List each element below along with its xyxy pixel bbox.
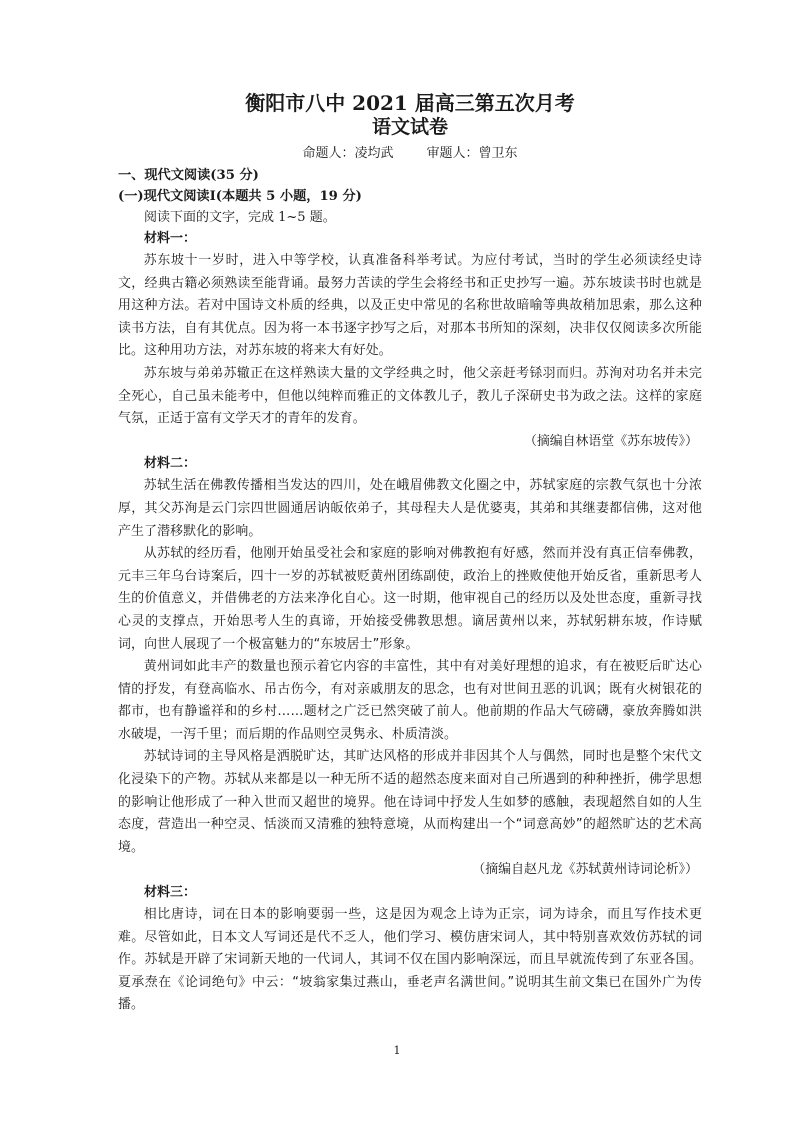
material-3-paragraph: 相比唐诗，词在日本的影响要弱一些，这是因为观念上诗为正宗，词为诗余，而且写作技术更难。尽管如此，日本文人写词还是代不乏人，他们学习、模仿唐宋词人，其中特别喜欢效仿苏轼的词作。苏轼是开辟了宋词新天地的一代词人，其词不仅在国内影响深远，而且早就流传到了东亚各国。夏承焘在《论词绝句》中云：“坡翁家集过燕山，垂老声名满世间。”说明其生前文集已在国外广为传播。: [118, 907, 702, 1013]
material-2-source: （摘编自赵凡龙《苏轼黄州诗词论析》）: [472, 862, 698, 878]
material-1-paragraph: 苏东坡十一岁时，进入中等学校，认真准备科举考试。为应付考试，当时的学生必须读经史诗文，经典古籍必须熟读至能背诵。最努力苦读的学生会将经书和正史抄写一遍。苏东坡读书时也就是用这种方法。若对中国诗文朴质的经典，以及正史中常见的名称世故暗喻等典故稍加思索，那么这种读书方法，自有其优点。因为将一本书逐字抄写之后，对那本书所知的深刻，决非仅仅阅读多次所能比。这种用功方法，对苏东坡的将来大有好处。: [118, 253, 702, 359]
material-3-label: 材料三：: [144, 885, 197, 901]
material-2-label: 材料二：: [144, 456, 197, 472]
page-number: 1: [393, 1044, 401, 1057]
material-1-label: 材料一：: [144, 231, 197, 246]
material-2-paragraph: 从苏轼的经历看，他刚开始虽受社会和家庭的影响对佛教抱有好感，然而并没有真正信奉佛教，元丰三年乌台诗案后，四十一岁的苏轼被贬黄州团练副使，政治上的挫败使他开始反省，重新思考人生的价值意义，并借佛老的方法来净化自心。这一时期，他审视自己的经历以及处世态度，重新寻找心灵的支撑点，开始思考人生的真谛，开始接受佛教思想。谪居黄州以来，苏轼躬耕东坡，作诗赋词，向世人展现了一个极富魅力的“东坡居士”形象。: [118, 546, 702, 652]
material-1-paragraph: 苏东坡与弟弟苏辙正在这样熟读大量的文学经典之时，他父亲赶考铩羽而归。苏洵对功名并未完全死心，自己虽未能考中，但他以纯粹而雅正的文体教儿子，教儿子深研史书为政之法。这样的家庭气氛，正适于富有文学天才的青年的发育。: [118, 365, 702, 427]
part-heading: (一)现代文阅读Ⅰ(本题共 5 小题，19 分): [118, 189, 362, 204]
exam-subtitle: 语文试卷: [371, 116, 448, 138]
exam-title: 衡阳市八中 2021 届高三第五次月考: [245, 91, 575, 115]
material-2-paragraph: 苏轼诗词的主导风格是洒脱旷达，其旷达风格的形成并非因其个人与偶然，同时也是整个宋代文化浸染下的产物。苏轼从来都是以一种无所不适的超然态度来面对自己所遇到的种种挫折，佛学思想的影响让他形成了一种入世而又超世的境界。他在诗词中抒发人生如梦的感触，表现超然自如的人生态度，营造出一种空灵、恬淡而又清雅的独特意境，从而构建出一个“词意高妙”的超然旷达的艺术高境。: [118, 749, 702, 855]
section-heading: 一、现代文阅读(35 分): [118, 168, 259, 183]
reading-instruction: 阅读下面的文字，完成 1~5 题。: [144, 210, 336, 225]
exam-setters: 命题人：凌均武 审题人：曾卫东: [302, 146, 518, 161]
material-1-source: （摘编自林语堂《苏东坡传》）: [523, 433, 698, 449]
material-2-paragraph: 苏轼生活在佛教传播相当发达的四川，处在峨眉佛教文化圈之中，苏轼家庭的宗教气氛也十分浓厚，其父苏洵是云门宗四世圆通居讷皈依弟子，其母程夫人是优婆夷，其弟和其继妻都信佛，这对他产生了潜移默化的影响。: [118, 478, 702, 539]
material-2-paragraph: 黄州词如此丰产的数量也预示着它内容的丰富性，其中有对美好理想的追求，有在被贬后旷达心情的抒发，有登高临水、吊古伤今，有对亲戚朋友的思念，也有对世间丑恶的讥讽；既有火树银花的都市，也有静谧祥和的乡村……题材之广泛已然突破了前人。他前期的作品大气磅礴，豪放奔腾如洪水破堤，一泻千里；而后期的作品则空灵隽永、朴质清淡。: [118, 659, 702, 742]
